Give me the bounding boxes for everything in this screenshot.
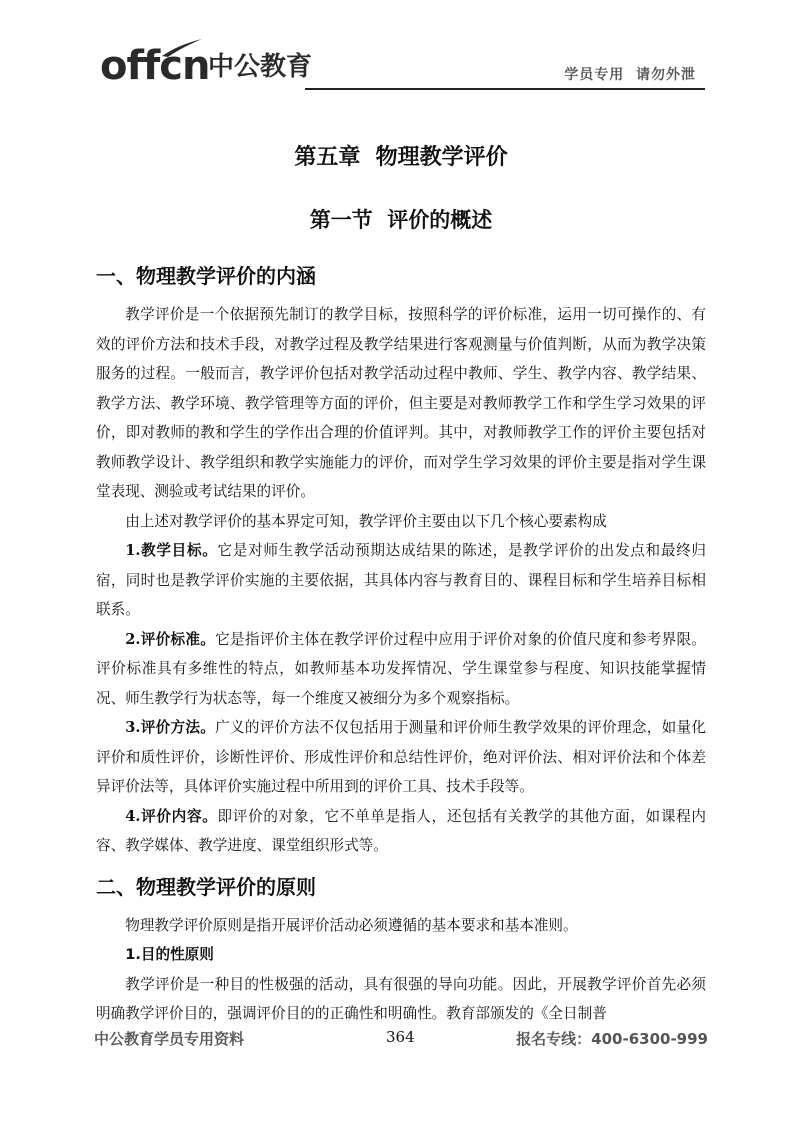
- page-footer: [0, 1028, 800, 1058]
- element-item-lead: 4.评价内容。: [125, 807, 218, 825]
- page-number: 364: [386, 1028, 415, 1046]
- element-item-1: [96, 536, 706, 625]
- footer-source: 中公教育学员专用资料: [94, 1030, 245, 1048]
- document-body: [96, 120, 706, 1029]
- part1-paragraph-1: 教学评价是一个依据预先制订的教学目标，按照科学的评价标准，运用一切可操作的、有效的评价方法和技术手段，对教学过程及教学结果进行客观测量与价值判断，从而为教学决策服务的过程。一般而言，教学评价包括对教学活动过程中教师、学生、教学内容、教学结果、教学方法、教学环境、教学管理等方面的评价，但主要是对教师教学工作和学生学习效果的评价，即对教师的教和学生的学作出合理的价值评判。其中，对教师教学工作的评价主要包括对教师教学设计、教学组织和教学实施能力的评价，而对学生学习效果的评价主要是指对学生课堂表现、测验或考试结果的评价。: [96, 306, 706, 500]
- element-item-text: 它是对师生教学活动预期达成结果的陈述，是教学评价的出发点和最终归宿，同时也是教学评价实施的主要依据，其具体内容与教育目的、课程目标和学生培养目标相联系。: [96, 542, 706, 618]
- page-header: [0, 0, 800, 100]
- header-rule: [305, 88, 705, 90]
- part2-subheading-1: 1.目的性原则: [125, 946, 214, 963]
- part1-paragraph-2: 由上述对教学评价的基本界定可知，教学评价主要由以下几个核心要素构成: [125, 512, 607, 530]
- logo-cn-text: 中公教育: [208, 52, 313, 82]
- element-item-text: 它是指评价主体在教学评价过程中应用于评价对象的价值尺度和参考界限。评价标准具有多维性的特点，如教师基本功发挥情况、学生课堂参与程度、知识技能掌握情况、师生教学行为状态等，每一个维度又被细分为多个观察指标。: [96, 630, 706, 707]
- part2-heading: 二、物理教学评价的原则: [96, 874, 316, 899]
- chapter-title: 第五章 物理教学评价: [294, 145, 508, 170]
- element-item-text: 广义的评价方法不仅包括用于测量和评价师生教学效果的评价理念，如量化评价和质性评价，诊断性评价、形成性评价和总结性评价，绝对评价法、相对评价法和个体差异评价法等，具体评价实施过程中所用到的评价工具、技术手段等。: [96, 719, 706, 795]
- element-item-4: [96, 802, 706, 861]
- element-item-lead: 3.评价方法。: [125, 719, 216, 736]
- footer-hotline: 报名专线：400-6300-999: [516, 1030, 708, 1048]
- element-item-lead: 2.评价标准。: [125, 630, 216, 648]
- part1-heading: 一、物理教学评价的内涵: [96, 264, 316, 288]
- section-title: 第一节 评价的概述: [309, 208, 493, 232]
- element-item-2: [96, 625, 706, 714]
- logo-latin-text: offcn: [100, 43, 210, 89]
- header-tag: 学员专用 请勿外泄: [564, 67, 696, 83]
- part2-paragraph-1: 物理教学评价原则是指开展评价活动必须遵循的基本要求和基本准则。: [125, 916, 578, 934]
- part2-paragraph-2: 教学评价是一种目的性极强的活动，具有很强的导向功能。因此，开展教学评价首先必须明确教学评价目的，强调评价目的的正确性和明确性。教育部颁发的《全日制普: [96, 975, 706, 1022]
- element-item-lead: 1.教学目标。: [125, 542, 218, 559]
- element-item-text: 即评价的对象，它不单单是指人，还包括有关教学的其他方面，如课程内容、教学媒体、教学进度、课堂组织形式等。: [96, 807, 706, 854]
- element-item-3: [96, 713, 706, 802]
